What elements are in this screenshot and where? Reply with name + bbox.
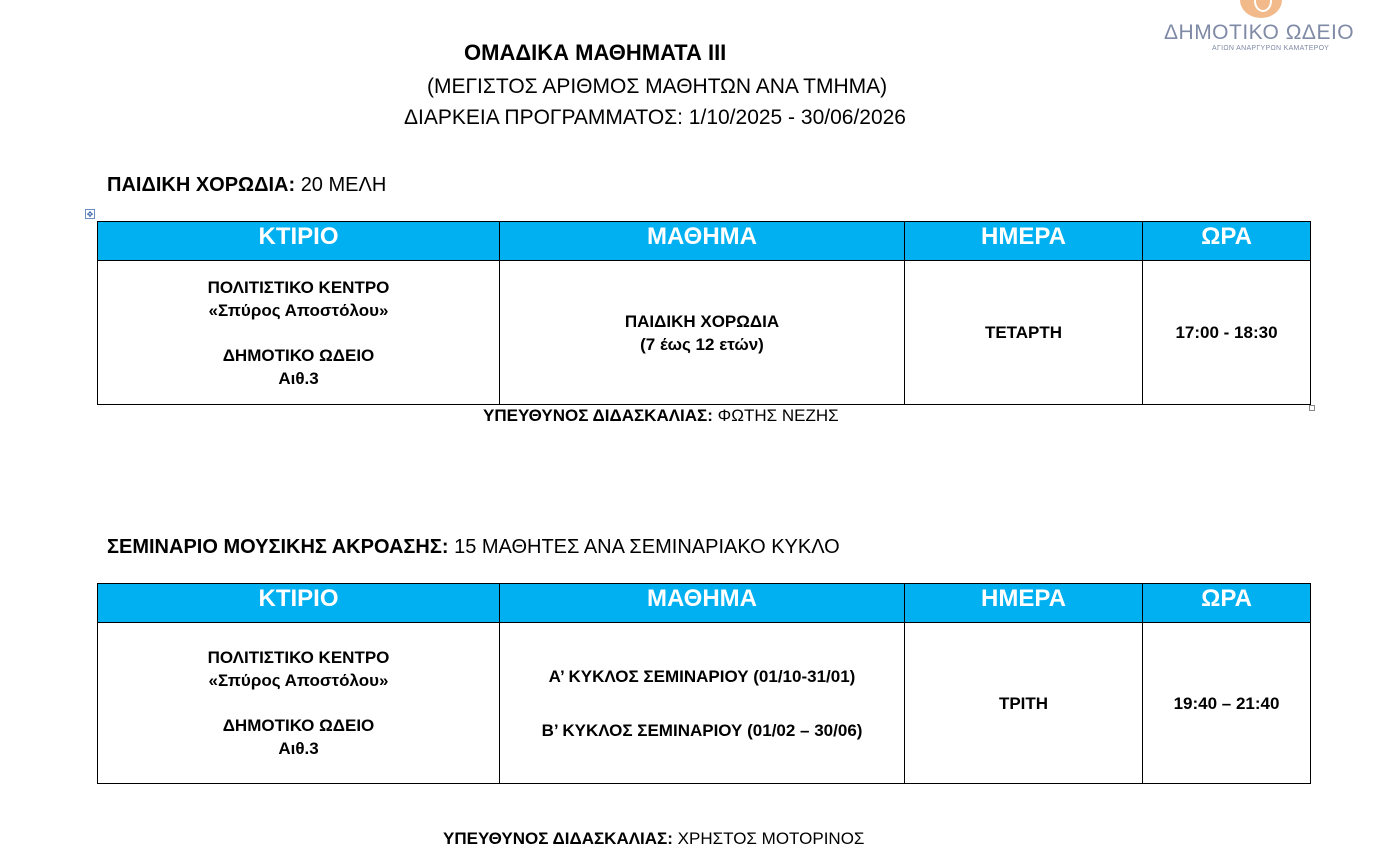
building-cell: [98, 623, 500, 784]
time-cell: 19:40 – 21:40: [1143, 623, 1311, 784]
schedule-table-listening-seminar: [97, 583, 1311, 784]
building-line: «Σπύρος Αποστόλου»: [208, 671, 389, 690]
table-header-row: [98, 584, 1311, 623]
section-heading-label: ΣΕΜΙΝΑΡΙΟ ΜΟΥΣΙΚΗΣ ΑΚΡΟΑΣΗΣ:: [107, 536, 449, 558]
section-heading-label: ΠΑΙΔΙΚΗ ΧΟΡΩΔΙΑ:: [107, 174, 296, 196]
day-cell: ΤΡΙΤΗ: [905, 623, 1143, 784]
day-cell: ΤΕΤΑΡΤΗ: [905, 261, 1143, 405]
document-subtitle: (ΜΕΓΙΣΤΟΣ ΑΡΙΘΜΟΣ ΜΑΘΗΤΩΝ ΑΝΑ ΤΜΗΜΑ): [427, 75, 888, 98]
instructor-label: ΥΠΕΥΘΥΝΟΣ ΔΙΔΑΣΚΑΛΙΑΣ:: [443, 829, 673, 848]
program-duration: ΔΙΑΡΚΕΙΑ ΠΡΟΓΡΑΜΜΑΤΟΣ: 1/10/2025 - 30/06/2026: [404, 106, 906, 129]
building-cell: [98, 261, 500, 405]
building-line: ΠΟΛΙΤΙΣΤΙΚΟ ΚΕΝΤΡΟ: [207, 277, 390, 297]
instructor-name: ΦΩΤΗΣ ΝΕΖΗΣ: [717, 406, 839, 425]
building-line: Αιθ.3: [278, 739, 319, 758]
course-line: Α’ ΚΥΚΛΟΣ ΣΕΜΙΝΑΡΙΟΥ (01/10-31/01): [548, 666, 856, 686]
time-cell: 17:00 - 18:30: [1143, 261, 1311, 405]
column-header-time: ΩΡΑ: [1143, 222, 1311, 261]
instructor-name: ΧΡΗΣΤΟΣ ΜΟΤΟΡΙΝΟΣ: [677, 829, 865, 848]
course-cell: [500, 623, 905, 784]
logo-name: ΔΗΜΟΤΙΚΟ ΩΔΕΙΟ: [1164, 21, 1355, 44]
building-line: ΠΟΛΙΤΙΣΤΙΚΟ ΚΕΝΤΡΟ: [207, 648, 390, 667]
column-header-day: ΗΜΕΡΑ: [905, 584, 1143, 623]
column-header-day: ΗΜΕΡΑ: [905, 222, 1143, 261]
column-header-course: ΜΑΘΗΜΑ: [500, 584, 905, 623]
instructor-line: [483, 406, 839, 426]
table-row: [98, 261, 1311, 405]
table-row: [98, 623, 1311, 784]
table-move-handle-icon[interactable]: ✥: [86, 210, 94, 219]
document-title: ΟΜΑΔΙΚΑ ΜΑΘΗΜΑΤΑ ΙΙΙ: [464, 40, 727, 65]
section-heading-value: 15 ΜΑΘΗΤΕΣ ΑΝΑ ΣΕΜΙΝΑΡΙΑΚΟ ΚΥΚΛΟ: [454, 536, 840, 558]
schedule-table-childrens-choir: [97, 221, 1311, 405]
course-line: Β’ ΚΥΚΛΟΣ ΣΕΜΙΝΑΡΙΟΥ (01/02 – 30/06): [541, 720, 863, 740]
logo: [1160, 0, 1365, 60]
section-heading-value: 20 ΜΕΛΗ: [300, 174, 387, 196]
column-header-time: ΩΡΑ: [1143, 584, 1311, 623]
table-resize-handle[interactable]: [1309, 405, 1315, 411]
instructor-line: [443, 829, 864, 849]
building-line: Αιθ.3: [278, 368, 319, 388]
instructor-label: ΥΠΕΥΘΥΝΟΣ ΔΙΔΑΣΚΑΛΙΑΣ:: [483, 406, 713, 425]
building-line: ΔΗΜΟΤΙΚΟ ΩΔΕΙΟ: [222, 716, 375, 735]
column-header-course: ΜΑΘΗΜΑ: [500, 222, 905, 261]
course-line: ΠΑΙΔΙΚΗ ΧΟΡΩΔΙΑ: [624, 311, 780, 331]
logo-subtitle: ΑΓΙΩΝ ΑΝΑΡΓΥΡΩΝ ΚΑΜΑΤΕΡΟΥ: [1212, 45, 1330, 52]
building-line: «Σπύρος Αποστόλου»: [208, 300, 389, 320]
table-header-row: [98, 222, 1311, 261]
course-line: (7 έως 12 ετών): [640, 334, 764, 354]
column-header-building: ΚΤΙΡΙΟ: [98, 222, 500, 261]
building-line: ΔΗΜΟΤΙΚΟ ΩΔΕΙΟ: [222, 345, 375, 365]
column-header-building: ΚΤΙΡΙΟ: [98, 584, 500, 623]
course-cell: [500, 261, 905, 405]
section-heading-childrens-choir: [107, 174, 386, 197]
section-heading-listening-seminar: [107, 536, 840, 559]
